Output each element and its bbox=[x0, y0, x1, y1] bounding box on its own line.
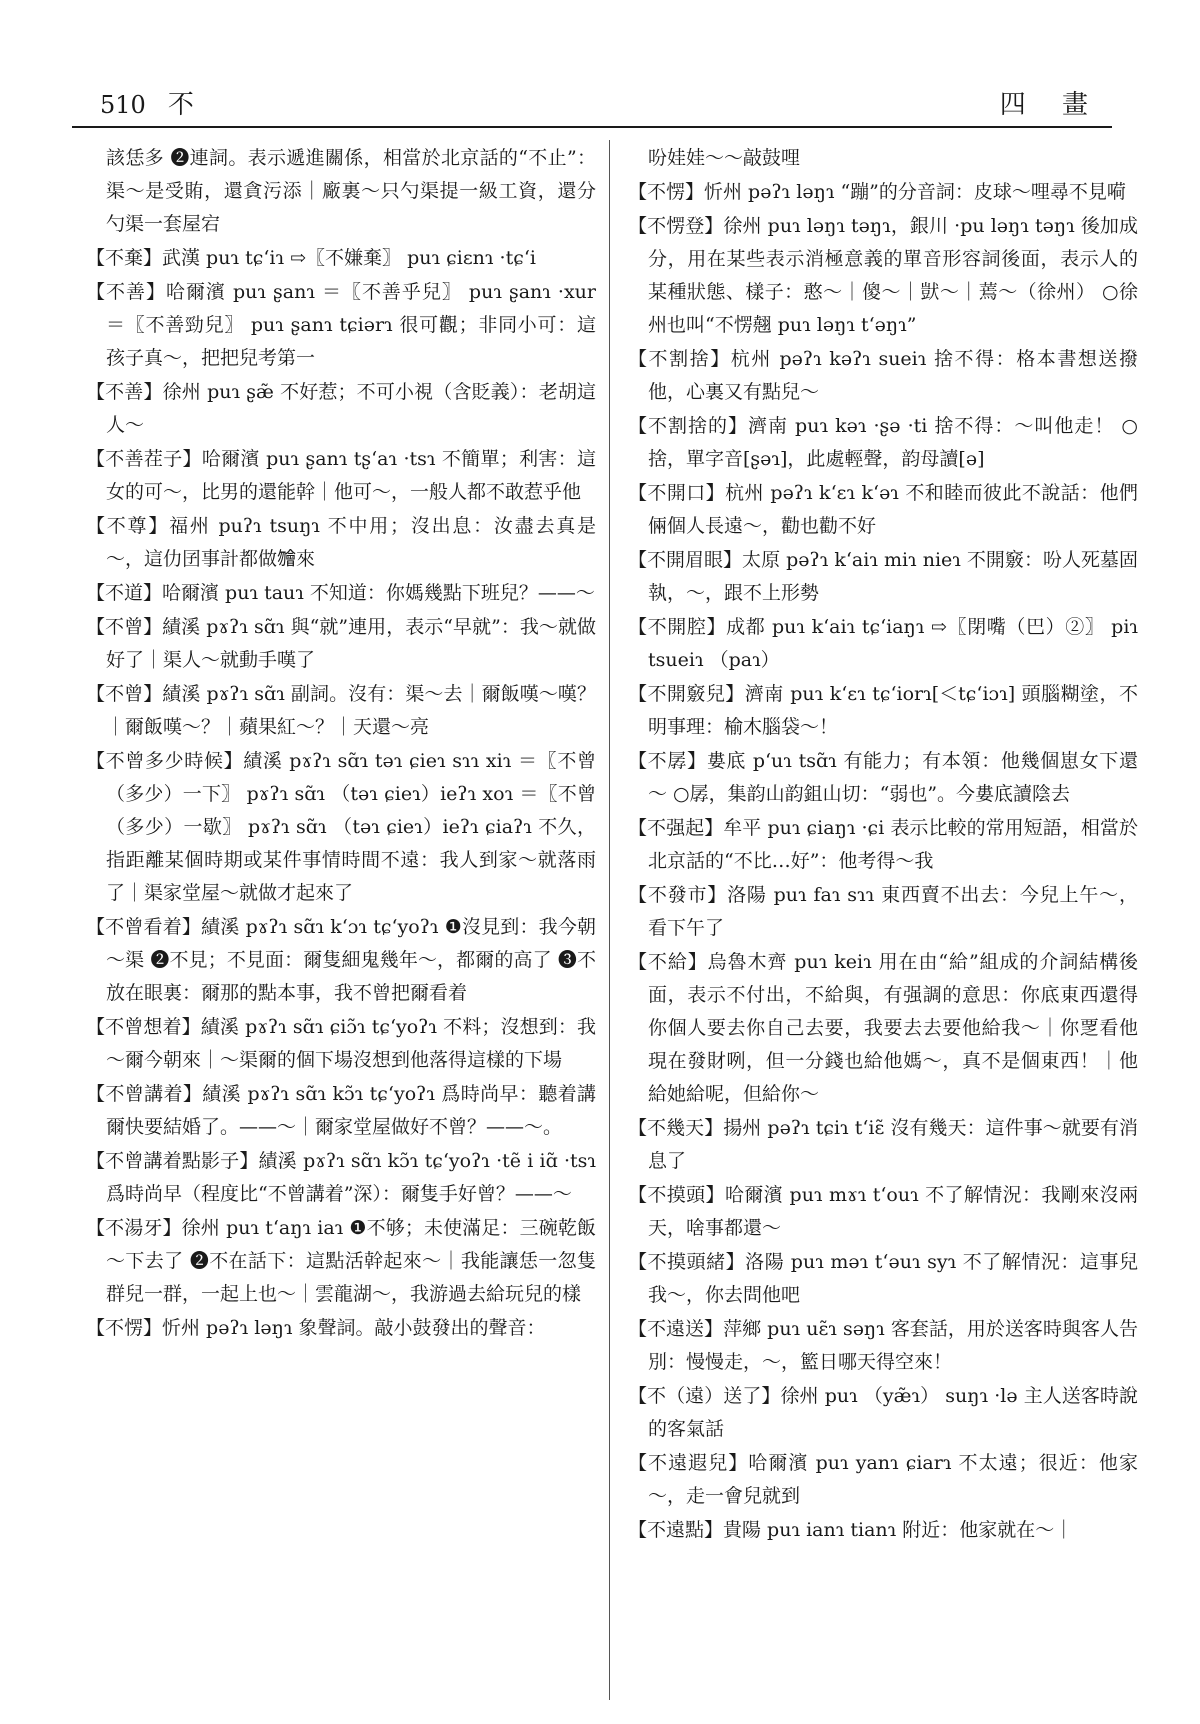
dictionary-entry: 【不曾想着】績溪 pɤʔɿ sɑ̃ɿ ɕiɔ̃ɿ tɕʻyoʔɿ 不料；沒想到：我～爾今朝來｜～渠爾的個下場沒想到他落得這樣的下場 bbox=[86, 1016, 596, 1071]
page-number: 510 bbox=[100, 91, 146, 119]
dictionary-entry: 【不曾】績溪 pɤʔɿ sɑ̃ɿ 與“就”連用，表示“早就”：我～就做好了｜渠人～就動手嘆了 bbox=[86, 616, 596, 671]
dictionary-entry: 【不遠送】萍鄉 puɿ uɛ̃ɿ səŋɿ 客套話，用於送客時與客人告別：慢慢走，～，籃日哪天得空來！ bbox=[628, 1318, 1138, 1373]
dictionary-entry: 【不給】烏魯木齊 puɿ keiɿ 用在由“給”組成的介詞結構後面，表示不付出，不給與，有强調的意思：你底東西還得你個人要去你自己去要，我要去去要他給我～｜你覂看他現在發財咧，但一分錢也給他媽～，真不是個東西！｜他給她給呢，但給你～ bbox=[628, 951, 1138, 1105]
dictionary-entry: 【不開眉眼】太原 pəʔɿ kʻaiɿ miɿ nieɿ 不開竅：吩人死墓固執，～，跟不上形勢 bbox=[628, 549, 1138, 604]
dictionary-entry: 【不開竅兒】濟南 puɿ kʻɛɿ tɕʻiorɿ[＜tɕʻiɔɿ] 頭腦糊塗，不明事理：榆木腦袋～！ bbox=[628, 683, 1138, 738]
dictionary-entry: 【不善】哈爾濱 puɿ ʂanɿ ＝〖不善乎兒〗 puɿ ʂanɿ ·xur ＝〖不善勁兒〗 puɿ ʂanɿ tɕiərɿ 很可觀；非同小可：這孩子真～，把把兒考第一 bbox=[86, 281, 596, 369]
head-character: 不 bbox=[167, 90, 194, 120]
dictionary-entry: 【不愣】忻州 pəʔɿ ləŋɿ “蹦”的分音詞：皮球～哩尋不見嗬 bbox=[628, 181, 1126, 203]
dictionary-entry: 【不遠遐兒】哈爾濱 puɿ yanɿ ɕiarɿ 不太遠；很近：他家～，走一會兒就到 bbox=[628, 1452, 1138, 1507]
dictionary-entry: 【不曾講着】績溪 pɤʔɿ sɑ̃ɿ kɔ̃ɿ tɕʻyoʔɿ 爲時尚早：聽着講爾快要結婚了。——～｜爾家堂屋做好不曾？——～。 bbox=[86, 1083, 596, 1138]
header-rule bbox=[72, 126, 1112, 128]
dictionary-entry: 【不割捨】杭州 pəʔɿ kəʔɿ sueiɿ 捨不得：格本書想送撥他，心裏又有點兒～ bbox=[628, 348, 1138, 403]
dictionary-entry: 【不曾多少時候】績溪 pɤʔɿ sɑ̃ɿ təɿ ɕieɿ sɿɿ xiɿ ＝〖不曾（多少）一下〗 pɤʔɿ sɑ̃ɿ （təɿ ɕieɿ）ieʔɿ xoɿ ＝〖不曾（多少）一歇〗 pɤʔɿ sɑ̃ɿ （təɿ ɕieɿ）ieʔɿ ɕiaʔɿ 不久，指距離某個時期或某件事情時間不遠：我人到家～就落雨了｜渠家堂屋～就做才起來了 bbox=[86, 750, 596, 904]
dictionary-entry: 【不道】哈爾濱 puɿ tauɿ 不知道：你媽幾點下班兒？——～ bbox=[86, 582, 595, 604]
dictionary-entry: 【不湯牙】徐州 puɿ tʻaŋɿ iaɿ ❶不够；未使滿足：三碗乾飯～下去了 ❷不在話下：這點活幹起來～｜我能讓恁一忽隻群兒一群，一起上也～｜雲龍湖～，我游過去給玩兒的樣 bbox=[86, 1217, 596, 1305]
dictionary-entry: 【不開口】杭州 pəʔɿ kʻɛɿ kʻəɿ 不和睦而彼此不說話：他們倆個人長遠～，勸也勸不好 bbox=[628, 482, 1138, 537]
dictionary-entry: 【不發市】洛陽 puɿ faɿ sɿɿ 東西賣不出去：今兒上午～，看下午了 bbox=[628, 884, 1138, 939]
dictionary-entry: 【不尊】福州 puʔɿ tsuŋɿ 不中用；沒出息：汝盡去真是～，這仂囝事計都做𣍐來 bbox=[86, 515, 596, 570]
dictionary-entry: 【不善】徐州 puɿ ʂæ̃ 不好惹；不可小視（含貶義）：老胡這人～ bbox=[86, 381, 596, 436]
dictionary-entry: 【不摸頭緒】洛陽 puɿ məɿ tʻəuɿ syɿ 不了解情況：這事兒我～，你去問他吧 bbox=[628, 1251, 1138, 1306]
dictionary-entry: 【不愣】忻州 pəʔɿ ləŋɿ 象聲詞。敲小鼓發出的聲音： bbox=[86, 1317, 546, 1339]
dictionary-entry: 吩娃娃～～敲鼓哩 bbox=[648, 147, 801, 169]
dictionary-entry: 【不開腔】成都 puɿ kʻaiɿ tɕʻiaŋɿ ⇨〖閉嘴（巴）②〗 piɿ tsueiɿ （paɿ） bbox=[628, 616, 1138, 671]
dictionary-entry: 【不曾講着點影子】績溪 pɤʔɿ sɑ̃ɿ kɔ̃ɿ tɕʻyoʔɿ ·tẽ i iɑ̃ ·tsɿ 爲時尚早（程度比“不曾講着”深）：爾隻手好曾？——～ bbox=[86, 1150, 596, 1205]
page-header bbox=[72, 78, 1112, 118]
dictionary-entry: 【不善茬子】哈爾濱 puɿ ʂanɿ tʂʻaɿ ·tsɿ 不簡單；利害：這女的可～，比男的還能幹｜他可～，一般人都不敢惹乎他 bbox=[86, 448, 596, 503]
dictionary-entry: 【不幾天】揚州 pəʔɿ tɕiɿ tʻiɛ̃ 沒有幾天：這件事～就要有消息了 bbox=[628, 1117, 1138, 1172]
dictionary-entry: 【不遠點】貴陽 puɿ ianɿ tianɿ 附近：他家就在～｜ bbox=[628, 1519, 1074, 1541]
dictionary-entry: 【不曾】績溪 pɤʔɿ sɑ̃ɿ 副詞。沒有：渠～去｜爾飯嘆～嘆？｜爾飯嘆～？｜蘋果紅～？｜天還～亮 bbox=[86, 683, 596, 738]
dictionary-entry: 【不愣登】徐州 puɿ ləŋɿ təŋɿ，銀川 ·pu ləŋɿ təŋɿ 後加成分，用在某些表示消極意義的單音形容詞後面，表示人的某種狀態、樣子：憨～｜傻～｜獃～｜蔫～（徐州） ○徐州也叫“不愣翹 puɿ ləŋɿ tʻəŋɿ” bbox=[628, 215, 1138, 336]
column-divider bbox=[609, 140, 610, 1700]
dictionary-entry: 【不割捨的】濟南 puɿ kəɿ ·ʂə ·ti 捨不得：～叫他走！ ○捨，單字音[ʂəɿ]，此處輕聲，韵母讀[ə] bbox=[628, 415, 1138, 470]
dictionary-entry: 【不（遠）送了】徐州 puɿ （yæ̃ɿ） suŋɿ ·lə 主人送客時說的客氣話 bbox=[628, 1385, 1138, 1440]
dictionary-entry: 【不孱】婁底 pʻuɿ tsɑ̃ɿ 有能力；有本領：他幾個崽女下還～ ○孱，集韵山韵鉏山切：“弱也”。今婁底讀陰去 bbox=[628, 750, 1138, 805]
right-column bbox=[628, 142, 1138, 1702]
dictionary-entry: 該恁多 ❷連詞。表示遞進關係，相當於北京話的“不止”：渠～是受賄，還貪污添｜廠裏～只勺渠提一級工資，還分勺渠一套屋宕 bbox=[106, 147, 596, 235]
page-header-left bbox=[100, 84, 194, 121]
left-column bbox=[86, 142, 596, 1702]
dictionary-entry: 【不棄】武漢 puɿ tɕʻiɿ ⇨〖不嫌棄〗 puɿ ɕiɛnɿ ·tɕʻi bbox=[86, 247, 536, 269]
dictionary-entry: 【不摸頭】哈爾濱 puɿ mɤɿ tʻouɿ 不了解情況：我剛來沒兩天，啥事都還～ bbox=[628, 1184, 1138, 1239]
dictionary-entry: 【不强起】牟平 puɿ ɕiaŋɿ ·ɕi 表示比較的常用短語，相當於北京話的“不比…好”：他考得～我 bbox=[628, 817, 1138, 872]
section-title: 四 畫 bbox=[999, 90, 1102, 120]
dictionary-entry: 【不曾看着】績溪 pɤʔɿ sɑ̃ɿ kʻɔɿ tɕʻyoʔɿ ❶沒見到：我今朝～渠 ❷不見；不見面：爾隻細鬼幾年～，都爾的高了 ❸不放在眼裏：爾那的點本事，我不曾把爾看着 bbox=[86, 916, 596, 1004]
